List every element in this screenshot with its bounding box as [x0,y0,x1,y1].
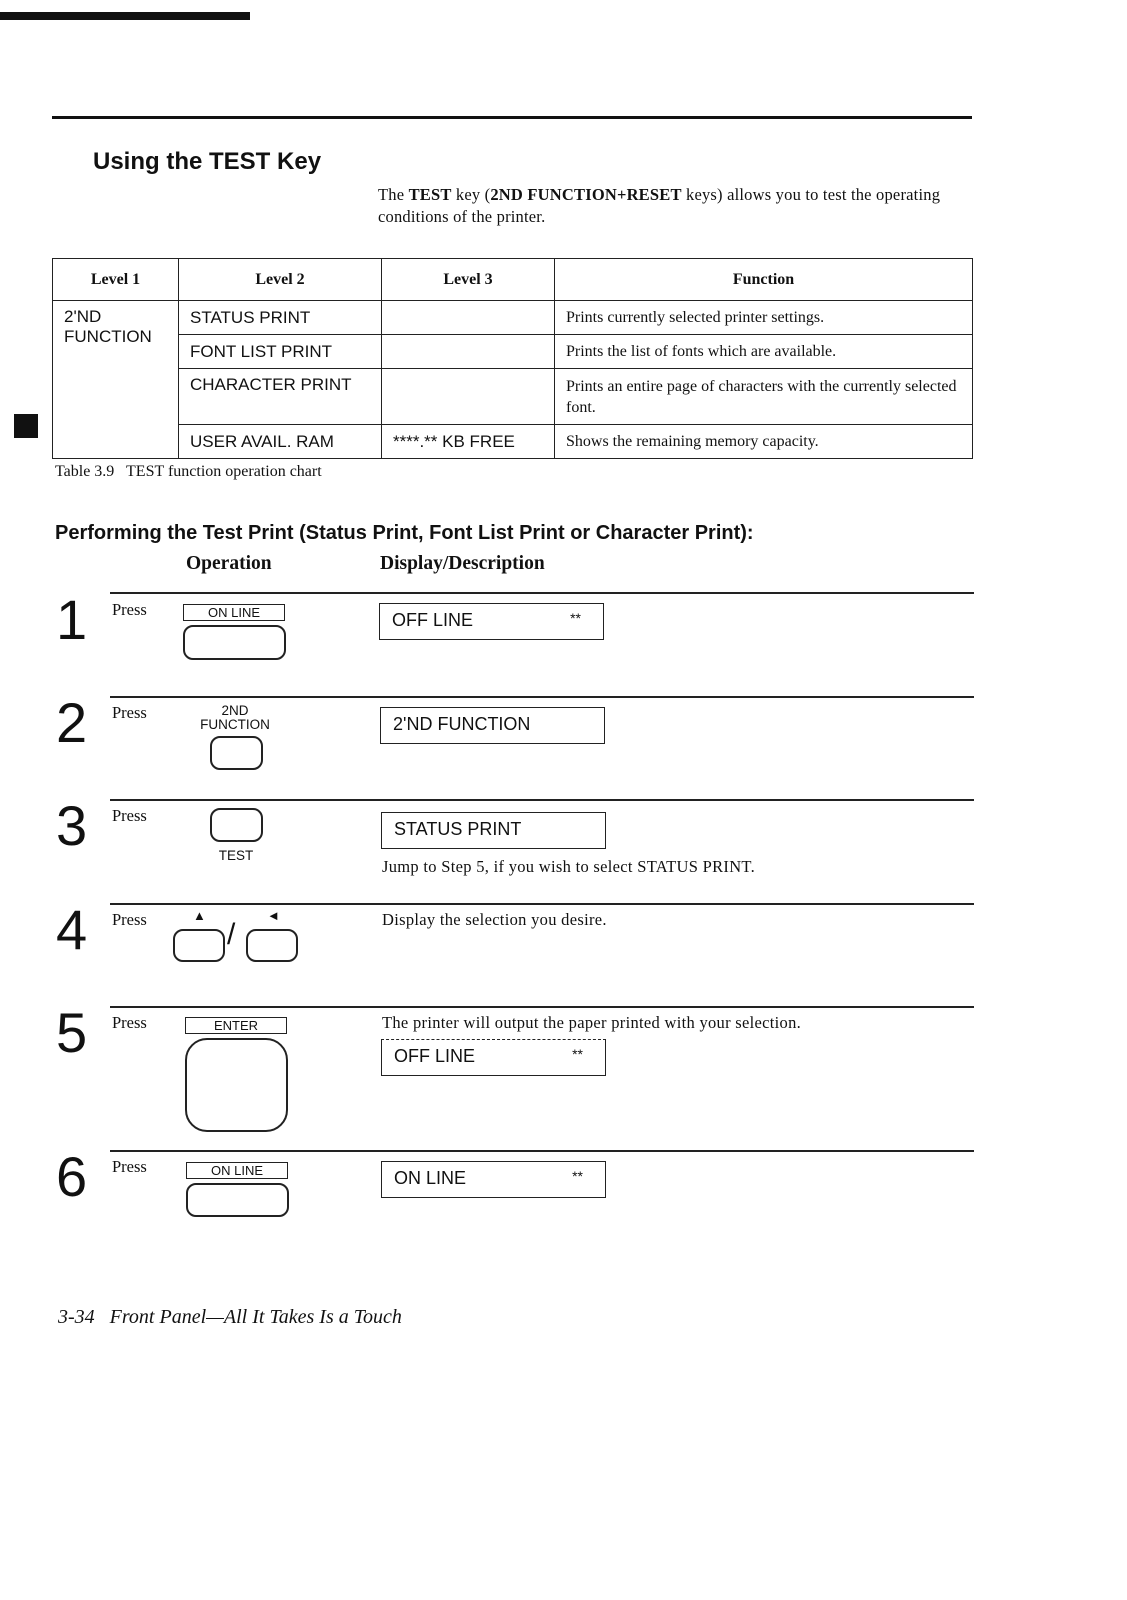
intro-bold-keys: 2ND FUNCTION+RESET [490,185,682,204]
operation-column-header: Operation [186,553,272,574]
lcd-indicator: ** [570,610,581,626]
press-label: Press [112,703,147,722]
level1-cell: 2'ND FUNCTION [53,301,179,459]
level3-cell [382,369,555,425]
lcd-indicator: ** [572,1046,583,1062]
intro-text: key ( [451,185,491,204]
step-divider [110,799,974,801]
level3-cell [382,335,555,369]
test-key-button [210,808,263,842]
table-caption: Table 3.9 TEST function operation chart [55,463,322,480]
intro-text: keys) allows you to test the operating conditions of the printer. [378,185,941,226]
online-key-label: ON LINE [186,1162,288,1179]
online-key-button [186,1183,289,1217]
section-heading: Performing the Test Print (Status Print, Font List Print or Character Print): [55,522,754,544]
intro-paragraph [378,184,973,228]
step-number: 4 [56,898,88,961]
intro-text: The [378,185,409,204]
step-number: 5 [56,1001,88,1064]
test-key-label: TEST [218,848,254,863]
left-arrow-icon: ◄ [267,908,280,923]
step-divider [110,592,974,594]
lcd-text: STATUS PRINT [394,819,522,839]
step-number: 2 [56,691,88,754]
up-key-button [173,929,225,962]
display-column-header: Display/Description [380,553,545,574]
2nd-function-key-button [210,736,263,770]
lcd-display [380,707,605,744]
lcd-text: OFF LINE [392,610,474,630]
level2-cell: STATUS PRINT [179,301,382,335]
top-rule [52,116,972,119]
level3-cell: ****.** KB FREE [382,425,555,459]
lcd-text: 2'ND FUNCTION [393,714,531,734]
lcd-display [381,1161,606,1198]
online-key-label: ON LINE [183,604,285,621]
test-function-table [52,258,973,459]
table-row [53,369,973,425]
key-separator: / [227,918,236,951]
header-function: Function [555,259,973,301]
key-label-top: 2ND [221,703,249,718]
header-level1: Level 1 [53,259,179,301]
lcd-display [381,812,606,849]
header-level3: Level 3 [382,259,555,301]
press-label: Press [112,910,147,929]
press-label: Press [112,806,147,825]
function-cell: Prints an entire page of characters with the currently selected font. [555,369,973,425]
table-row [53,425,973,459]
step-divider [110,1150,974,1152]
table-header-row [53,259,973,301]
step-number: 3 [56,794,88,857]
chapter-tab-marker [14,414,38,438]
intro-bold-test: TEST [408,185,452,204]
lcd-display [381,1039,606,1076]
table-row [53,335,973,369]
function-cell: Prints currently selected printer settings. [555,301,973,335]
step-description: The printer will output the paper printed with your selection. [382,1013,802,1032]
step-number: 1 [56,588,88,651]
level2-cell: CHARACTER PRINT [179,369,382,425]
press-label: Press [112,1013,147,1032]
page-footer: 3-34 Front Panel—All It Takes Is a Touch [58,1306,402,1328]
enter-key-button [185,1038,288,1132]
step-description: Jump to Step 5, if you wish to select STATUS PRINT. [382,857,756,876]
online-key-button [183,625,286,660]
step-divider [110,1006,974,1008]
lcd-text: OFF LINE [394,1046,476,1066]
scan-artifact [0,12,250,20]
step-description: Display the selection you desire. [382,910,607,929]
step-divider [110,696,974,698]
table-row [53,301,973,335]
up-arrow-icon: ▲ [193,908,206,923]
step-number: 6 [56,1145,88,1208]
page-title: Using the TEST Key [93,148,322,175]
lcd-indicator: ** [572,1168,583,1184]
key-label-bottom: FUNCTION [200,717,270,732]
2nd-function-key-label [190,704,280,732]
step-divider [110,903,974,905]
enter-key-label: ENTER [185,1017,287,1034]
level2-cell: FONT LIST PRINT [179,335,382,369]
header-level2: Level 2 [179,259,382,301]
lcd-display [379,603,604,640]
function-cell: Shows the remaining memory capacity. [555,425,973,459]
level3-cell [382,301,555,335]
level2-cell: USER AVAIL. RAM [179,425,382,459]
lcd-text: ON LINE [394,1168,467,1188]
press-label: Press [112,1157,147,1176]
left-key-button [246,929,298,962]
press-label: Press [112,600,147,619]
function-cell: Prints the list of fonts which are available. [555,335,973,369]
